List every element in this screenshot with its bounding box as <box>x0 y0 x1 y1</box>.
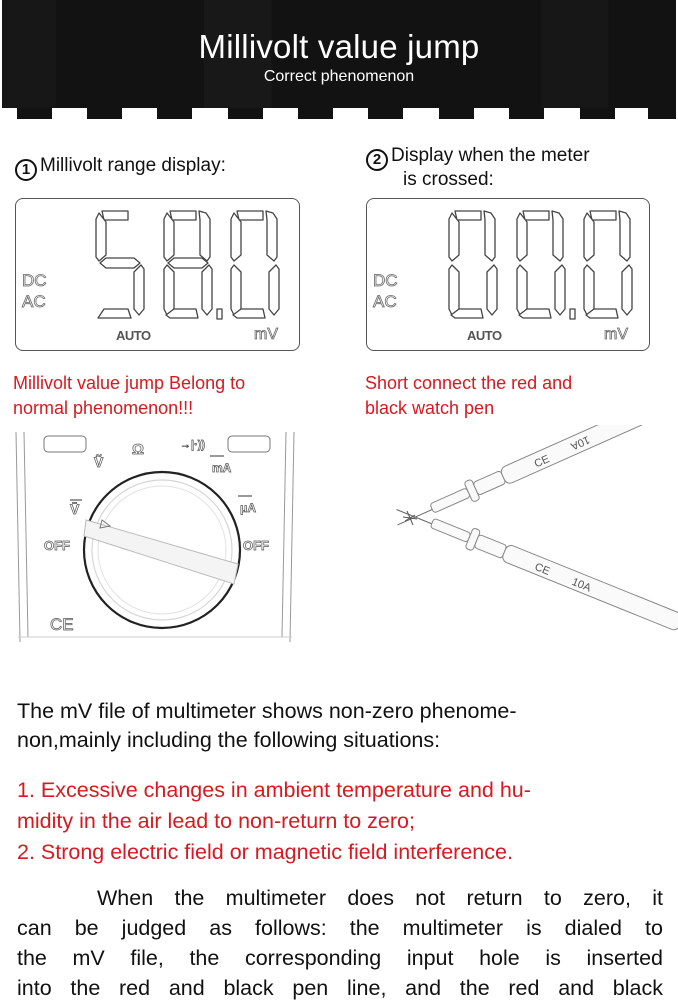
panel-2-caption: Short connect the red and black watch pen <box>365 373 573 418</box>
unit-label: mV <box>604 326 628 343</box>
header-crenellation <box>2 108 676 119</box>
lcd-display-2 <box>366 198 650 351</box>
probe-rating-label: 10A <box>569 576 593 595</box>
dc-voltage-icon: V̄ <box>70 501 80 517</box>
header-banner <box>2 0 676 108</box>
causes-list <box>17 775 667 868</box>
microamp-icon: μA <box>240 501 257 515</box>
ac-voltage-icon: Ṽ <box>94 454 104 470</box>
ce-mark-icon: CE <box>50 615 74 634</box>
seven-segment-reading-00-0 <box>447 209 652 324</box>
auto-range-label: AUTO <box>467 328 502 343</box>
diode-buzzer-icon: →|·)) <box>180 439 206 451</box>
ac-indicator: AC <box>22 292 46 311</box>
ce-mark-icon: CE <box>532 561 552 578</box>
list-item: 2. Strong electric field or magnetic field interference. <box>17 840 513 864</box>
dc-indicator: DC <box>22 271 47 290</box>
dc-indicator: DC <box>373 271 398 290</box>
probe-rating-label: 10A <box>568 433 592 453</box>
multimeter-dial-illustration <box>14 432 299 644</box>
ce-mark-icon: CE <box>532 453 552 471</box>
page-subtitle: Correct phenomenon <box>263 68 415 85</box>
page-title: Millivolt value jump <box>198 28 480 65</box>
step-number-badge: 1 <box>15 159 37 181</box>
auto-range-label: AUTO <box>116 328 151 343</box>
off-label-right: OFF <box>243 538 269 553</box>
intro-paragraph: The mV file of multimeter shows non-zero phenome- non,mainly including the following situations: <box>17 699 517 752</box>
judgement-paragraph: When the multimeter does not return to zero, it can be judged as follows: the multimeter is dialed to the mV file, the corresponding input hole is inserted into the red and black pen line, and the red and black <box>17 886 663 1000</box>
ohm-icon: Ω <box>132 441 145 458</box>
panel-1-caption: Millivolt value jump Belong to normal phenomenon!!! <box>13 373 246 418</box>
test-probes-shorted-illustration <box>395 425 678 655</box>
panel-1-heading: 1 Millivolt range display: <box>15 155 226 181</box>
milliamp-icon: mA <box>212 461 232 475</box>
ac-indicator: AC <box>373 292 397 311</box>
panel-2-heading: 2 Display when the meter is crossed: <box>366 145 590 191</box>
off-label-left: OFF <box>44 538 70 553</box>
list-item: 1. Excessive changes in ambient temperature and hu- <box>17 778 531 802</box>
seven-segment-reading-58-0 <box>94 209 299 324</box>
unit-label: mV <box>254 326 278 343</box>
step-number-badge: 2 <box>366 149 388 171</box>
list-item: midity in the air lead to non-return to zero; <box>17 809 415 833</box>
lcd-display-1 <box>15 198 300 351</box>
